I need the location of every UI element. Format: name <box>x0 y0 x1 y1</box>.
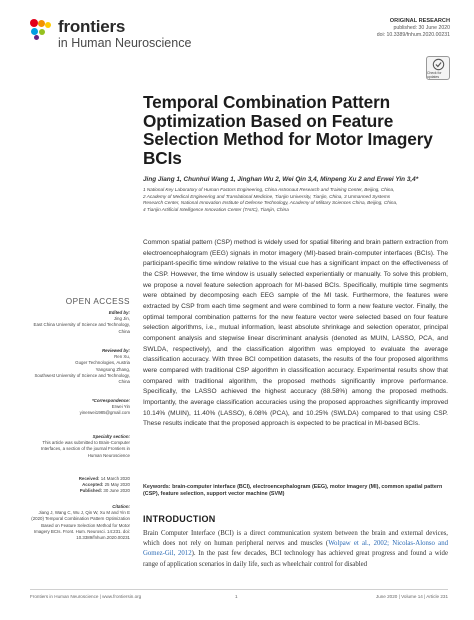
journal-name: in Human Neuroscience <box>58 36 192 50</box>
specialty-label: Specialty section: <box>92 434 130 439</box>
correspondence-email[interactable]: yinerwei1985@gmail.com <box>79 410 130 416</box>
brand-name: frontiers <box>58 17 126 36</box>
reviewer-affiliation: Guger Technologies, Austria <box>75 360 130 366</box>
affiliations <box>143 187 448 213</box>
footer-volume-info: June 2020 | Volume 14 | Article 231 <box>375 594 448 599</box>
reference-link[interactable]: Wolpaw et al., 2002; Nicolas-Alonso and Gomez-Gil, 2012 <box>143 540 448 558</box>
keywords <box>143 484 448 499</box>
affiliation-line: 1 National Key Laboratory of Human Factors Engineering, China Astronaut Research and Training Center, Beijing, China, <box>143 187 395 192</box>
keywords-list: brain-computer interface (BCI), electroencephalogram (EEG), motor imagery (MI), common spatial pattern (CSP), feature selection, support vector machine (SVM) <box>143 484 443 498</box>
reviewer-name[interactable]: Ren Xu, <box>114 354 130 360</box>
intro-text-part: ). In the past few decades, BCI technology has achieved great progress and found a wide range of application scenarios in daily life, such as wheelchair control for disabled <box>143 550 448 568</box>
received-label: Received: <box>78 476 100 481</box>
check-for-updates-button[interactable] <box>426 56 450 80</box>
affiliation-line: Research Center, National Innovation Institute of Defense Technology, Academy of Military Sciences China, Beijing, China, <box>143 200 398 206</box>
keywords-label: Keywords: <box>143 484 171 490</box>
specialty-text: This article was submitted to Brain-Computer Interfaces, a section of the journal Frontiers in Human Neuroscience <box>40 440 130 458</box>
check-for-updates-label: Check for updates <box>427 70 442 79</box>
frontiers-logo[interactable] <box>30 18 191 50</box>
page-number: 1 <box>235 594 238 599</box>
citation-label: Citation: <box>112 504 130 509</box>
received-date: 14 March 2020 <box>100 476 130 481</box>
doi-link[interactable]: doi: 10.3389/fnhum.2020.00231 <box>376 32 450 38</box>
reviewer-name[interactable]: Yangsong Zhang, <box>95 366 130 372</box>
correspondence-name: Erwei Yin <box>111 404 130 410</box>
abstract: Common spatial pattern (CSP) method is widely used for spatial filtering and brain pattern extraction from electroencephalogram (EEG) signals in motor imagery (MI)-based brain-computer interfaces (BCIs). The participant-specific time window relative to the visual cue has a significant impact on the effectiveness of the CSP. However, the time window is usually selected experientially or manually. To solve this problem, we propose a novel feature selection approach for MI-based BCIs. Specifically, multiple time segments were obtained by decomposing each EEG sample of the MI task. Furthermore, the features were extracted by CSP from each time segment and were combined to form a new feature vector. Finally, the optimal temporal combination patterns for the new feature vector were selected based on four feature selection algorithms, i.e., mutual information, least absolute shrinkage and selection operator, principal component analysis and stepwise linear discriminant analysis (denoted as MUIN, LASSO, PCA, and SWLDA, respectively), and the classification algorithm was employed to evaluate the average classification accuracy. With three BCI competition datasets, the results of the four proposed algorithms were compared with traditional CSP algorithm in classification accuracy. Experimental results show that compared with traditional algorithm, the proposed methods significantly improve performance. Specifically, the LASSO achieved the highest accuracy (88.58%) among the proposed methods. Importantly, the average classification accuracies using the proposed approaches significantly improved 10.14% (MUIN), 11.40% (LASSO), 6.08% (PCA), and 10.25% (SWLDA) compared to that using CSP. These results indicate that the proposed approach is expected to be practical in MI-based BCIs. <box>143 239 448 428</box>
intro-text-part: Brain Computer Interface (BCI) is a direct communication system between the brain and external devices, which does not rely on human peripheral nerves and muscles ( <box>143 530 448 548</box>
footer-journal-link[interactable]: Frontiers in Human Neuroscience | www.frontiersin.org <box>30 594 142 599</box>
editor-affiliation: East China University of Science and Technology, China <box>33 322 130 334</box>
history-section <box>30 476 130 495</box>
citation-text: Jiang J, Wang C, Wu J, Qin W, Xu M and Yin E (2020) Temporal Combination Pattern Optimization Based on Feature Selection Method for Motor Imagery BCIs. Front. Hum. Neurosci. 14:231. doi: 10.3389/fnhum.2020.00231 <box>31 510 130 541</box>
introduction-heading: INTRODUCTION <box>143 514 216 524</box>
published-date: published: 30 June 2020 <box>393 25 450 31</box>
correspondence-label: *Correspondence: <box>91 398 130 403</box>
introduction-text <box>143 529 448 570</box>
correspondence-section <box>30 398 130 417</box>
accepted-label: Accepted: <box>82 482 104 488</box>
frontiers-logo-icon <box>30 19 52 41</box>
published-label: Published: <box>79 488 103 494</box>
article-title: Temporal Combination Pattern Optimization Based on Feature Selection Method for Motor Imagery BCIs <box>143 92 433 168</box>
editor-name[interactable]: Jing Jin, <box>113 316 130 322</box>
edited-by-section <box>30 310 130 335</box>
article-header <box>30 17 450 79</box>
page-footer <box>30 589 448 599</box>
affiliation-line: 4 Tianjin Artificial Intelligence Innovation Center (TAIIC), Tianjin, China <box>143 206 289 212</box>
edited-by-label: Edited by: <box>108 310 130 315</box>
accepted-date: 25 May 2020 <box>104 482 130 488</box>
specialty-section <box>30 434 130 459</box>
citation-section <box>30 504 130 541</box>
check-updates-icon <box>432 58 445 71</box>
reviewed-by-section <box>30 348 130 385</box>
reviewed-by-label: Reviewed by: <box>101 348 130 353</box>
published-date-sidebar: 30 June 2020 <box>103 488 130 494</box>
open-access-label: OPEN ACCESS <box>65 297 130 306</box>
article-type: ORIGINAL RESEARCH <box>389 18 450 24</box>
author-list[interactable]: Jing Jiang 1, Chunhui Wang 1, Jinghan Wu 2, Wei Qin 3,4, Minpeng Xu 2 and Erwei Yin 3,4* <box>143 176 419 183</box>
article-meta <box>377 18 450 39</box>
published-row <box>30 488 130 494</box>
affiliation-line: 2 Academy of Medical Engineering and Translational Medicine, Tianjin University, Tianjin, China, 3 Unmanned Systems <box>143 193 391 199</box>
reviewer-affiliation: Southwest University of Science and Technology, China <box>34 372 130 385</box>
